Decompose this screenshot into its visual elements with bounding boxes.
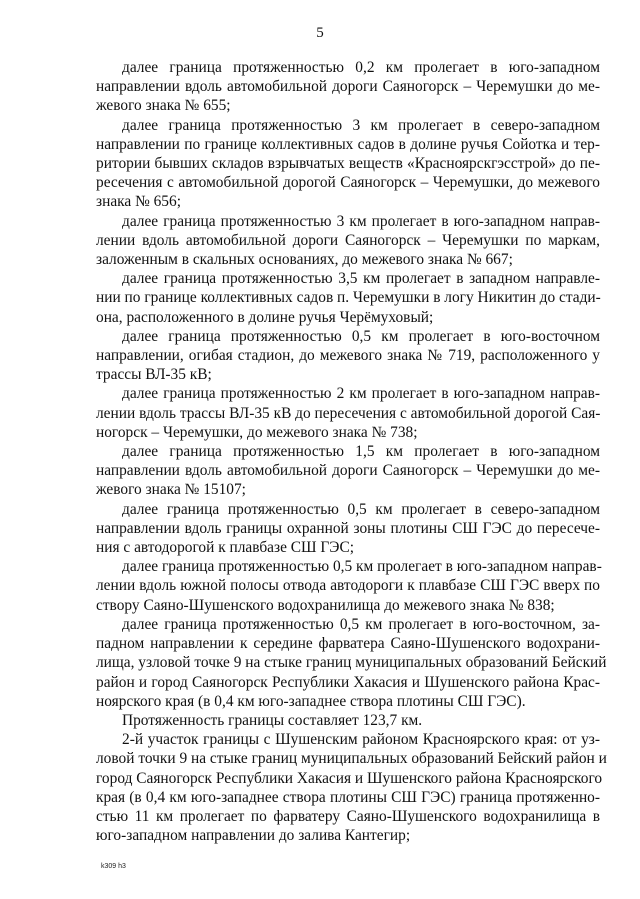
text-line: жевого знака № 655; (96, 97, 231, 115)
text-line: далее граница протяженностью 0,5 км пролегает в юго-западном направ- (122, 558, 602, 576)
text-line: нии по границе коллективных садов п. Черемушки в логу Никитин до стади- (96, 289, 601, 307)
text-line: Протяженность границы составляет 123,7 км. (122, 711, 423, 729)
text-line: ловой точки 9 на стыке границ муниципальных образований Бейский район и (96, 750, 607, 768)
footer-code: k309 h3 (101, 863, 126, 870)
paragraph (96, 116, 600, 212)
text-line: падном направлении к середине фарватера Саяно-Шушенского водохрани- (96, 635, 600, 653)
paragraph (96, 730, 607, 845)
text-line: далее граница протяженностью 3,5 км пролегает в западном направле- (122, 270, 600, 288)
text-line: юго-западном направлении до залива Кантегир; (96, 827, 411, 845)
text-line: направлении по границе коллективных садов в долине ручья Сойотка и тер- (96, 135, 600, 153)
text-line: лении вдоль трассы ВЛ-35 кВ до пересечения с автомобильной дорогой Сая- (96, 404, 601, 422)
text-line: город Саяногорск Республики Хакасия и Шушенского района Красноярского (96, 769, 603, 787)
text-line: ноярского края (в 0,4 км юго-западнее створа плотины СШ ГЭС). (96, 692, 526, 710)
text-line: далее граница протяженностью 2 км пролегает в юго-западном направ- (122, 385, 600, 403)
text-line: направлении, огибая стадион, до межевого знака № 719, расположенного у (96, 347, 600, 365)
text-line: края (в 0,4 км юго-западнее створа плотины СШ ГЭС) граница протяженно- (96, 788, 600, 806)
text-line: направлении вдоль автомобильной дороги Саяногорск – Черемушки до ме- (96, 78, 600, 96)
paragraph (96, 711, 600, 730)
text-line: далее граница протяженностью 1,5 км пролегает в юго-западном (122, 443, 600, 461)
text-line: ресечения с автомобильной дорогой Саяногорск – Черемушки, до межевого (96, 174, 600, 192)
text-line: 2-й участок границы с Шушенским районом Красноярского края: от уз- (122, 731, 600, 749)
paragraph (96, 557, 600, 615)
paragraph (96, 384, 600, 442)
text-line: далее граница протяженностью 0,5 км пролегает в юго-восточном, за- (122, 615, 600, 633)
paragraph (96, 500, 600, 558)
text-line: далее граница протяженностью 3 км пролегает в северо-западном (122, 116, 600, 134)
text-line: ния с автодорогой к плавбазе СШ ГЭС; (96, 539, 354, 557)
text-line: ногорск – Черемушки, до межевого знака № 738; (96, 423, 418, 441)
text-line: жевого знака № 15107; (96, 481, 246, 499)
text-line: ритории бывших складов взрывчатых веществ «Красноярскгэсстрой» до пе- (96, 155, 600, 173)
text-line: район и город Саяногорск Республики Хакасия и Шушенского района Крас- (96, 673, 600, 691)
text-line: далее граница протяженностью 0,2 км пролегает в юго-западном (122, 59, 600, 76)
text-line: лении вдоль южной полосы отвода автодороги к плавбазе СШ ГЭС вверх по (96, 577, 600, 595)
text-line: трассы ВЛ-35 кВ; (96, 366, 212, 384)
text-line: далее граница протяженностью 0,5 км пролегает в северо-западном (122, 500, 600, 518)
document-body (96, 58, 607, 845)
paragraph (96, 212, 600, 270)
paragraph (96, 269, 600, 327)
text-line: далее граница протяженностью 0,5 км пролегает в юго-восточном (122, 327, 600, 345)
text-line: заложенным в скальных основаниях, до межевого знака № 667; (96, 251, 513, 269)
text-line: лища, узловой точке 9 на стыке границ муниципальных образований Бейский (96, 654, 607, 672)
paragraph (96, 442, 600, 500)
text-line: стью 11 км пролегает по фарватеру Саяно-Шушенского водохранилища в (96, 807, 600, 825)
page-number: 5 (316, 25, 324, 41)
paragraph (96, 327, 600, 385)
text-line: направлении вдоль автомобильной дороги Саяногорск – Черемушки до ме- (96, 462, 600, 480)
text-line: она, расположенного в долине ручья Черёмуховый; (96, 308, 434, 326)
paragraph (96, 58, 600, 116)
text-line: далее граница протяженностью 3 км пролегает в юго-западном направ- (122, 212, 600, 230)
text-line: створу Саяно-Шушенского водохранилища до межевого знака № 838; (96, 596, 555, 614)
text-line: направлении вдоль границы охранной зоны плотины СШ ГЭС до пересече- (96, 519, 600, 537)
text-line: лении вдоль автомобильной дороги Саяногорск – Черемушки по маркам, (96, 231, 600, 249)
text-line: знака № 656; (96, 193, 181, 211)
paragraph (96, 615, 607, 711)
